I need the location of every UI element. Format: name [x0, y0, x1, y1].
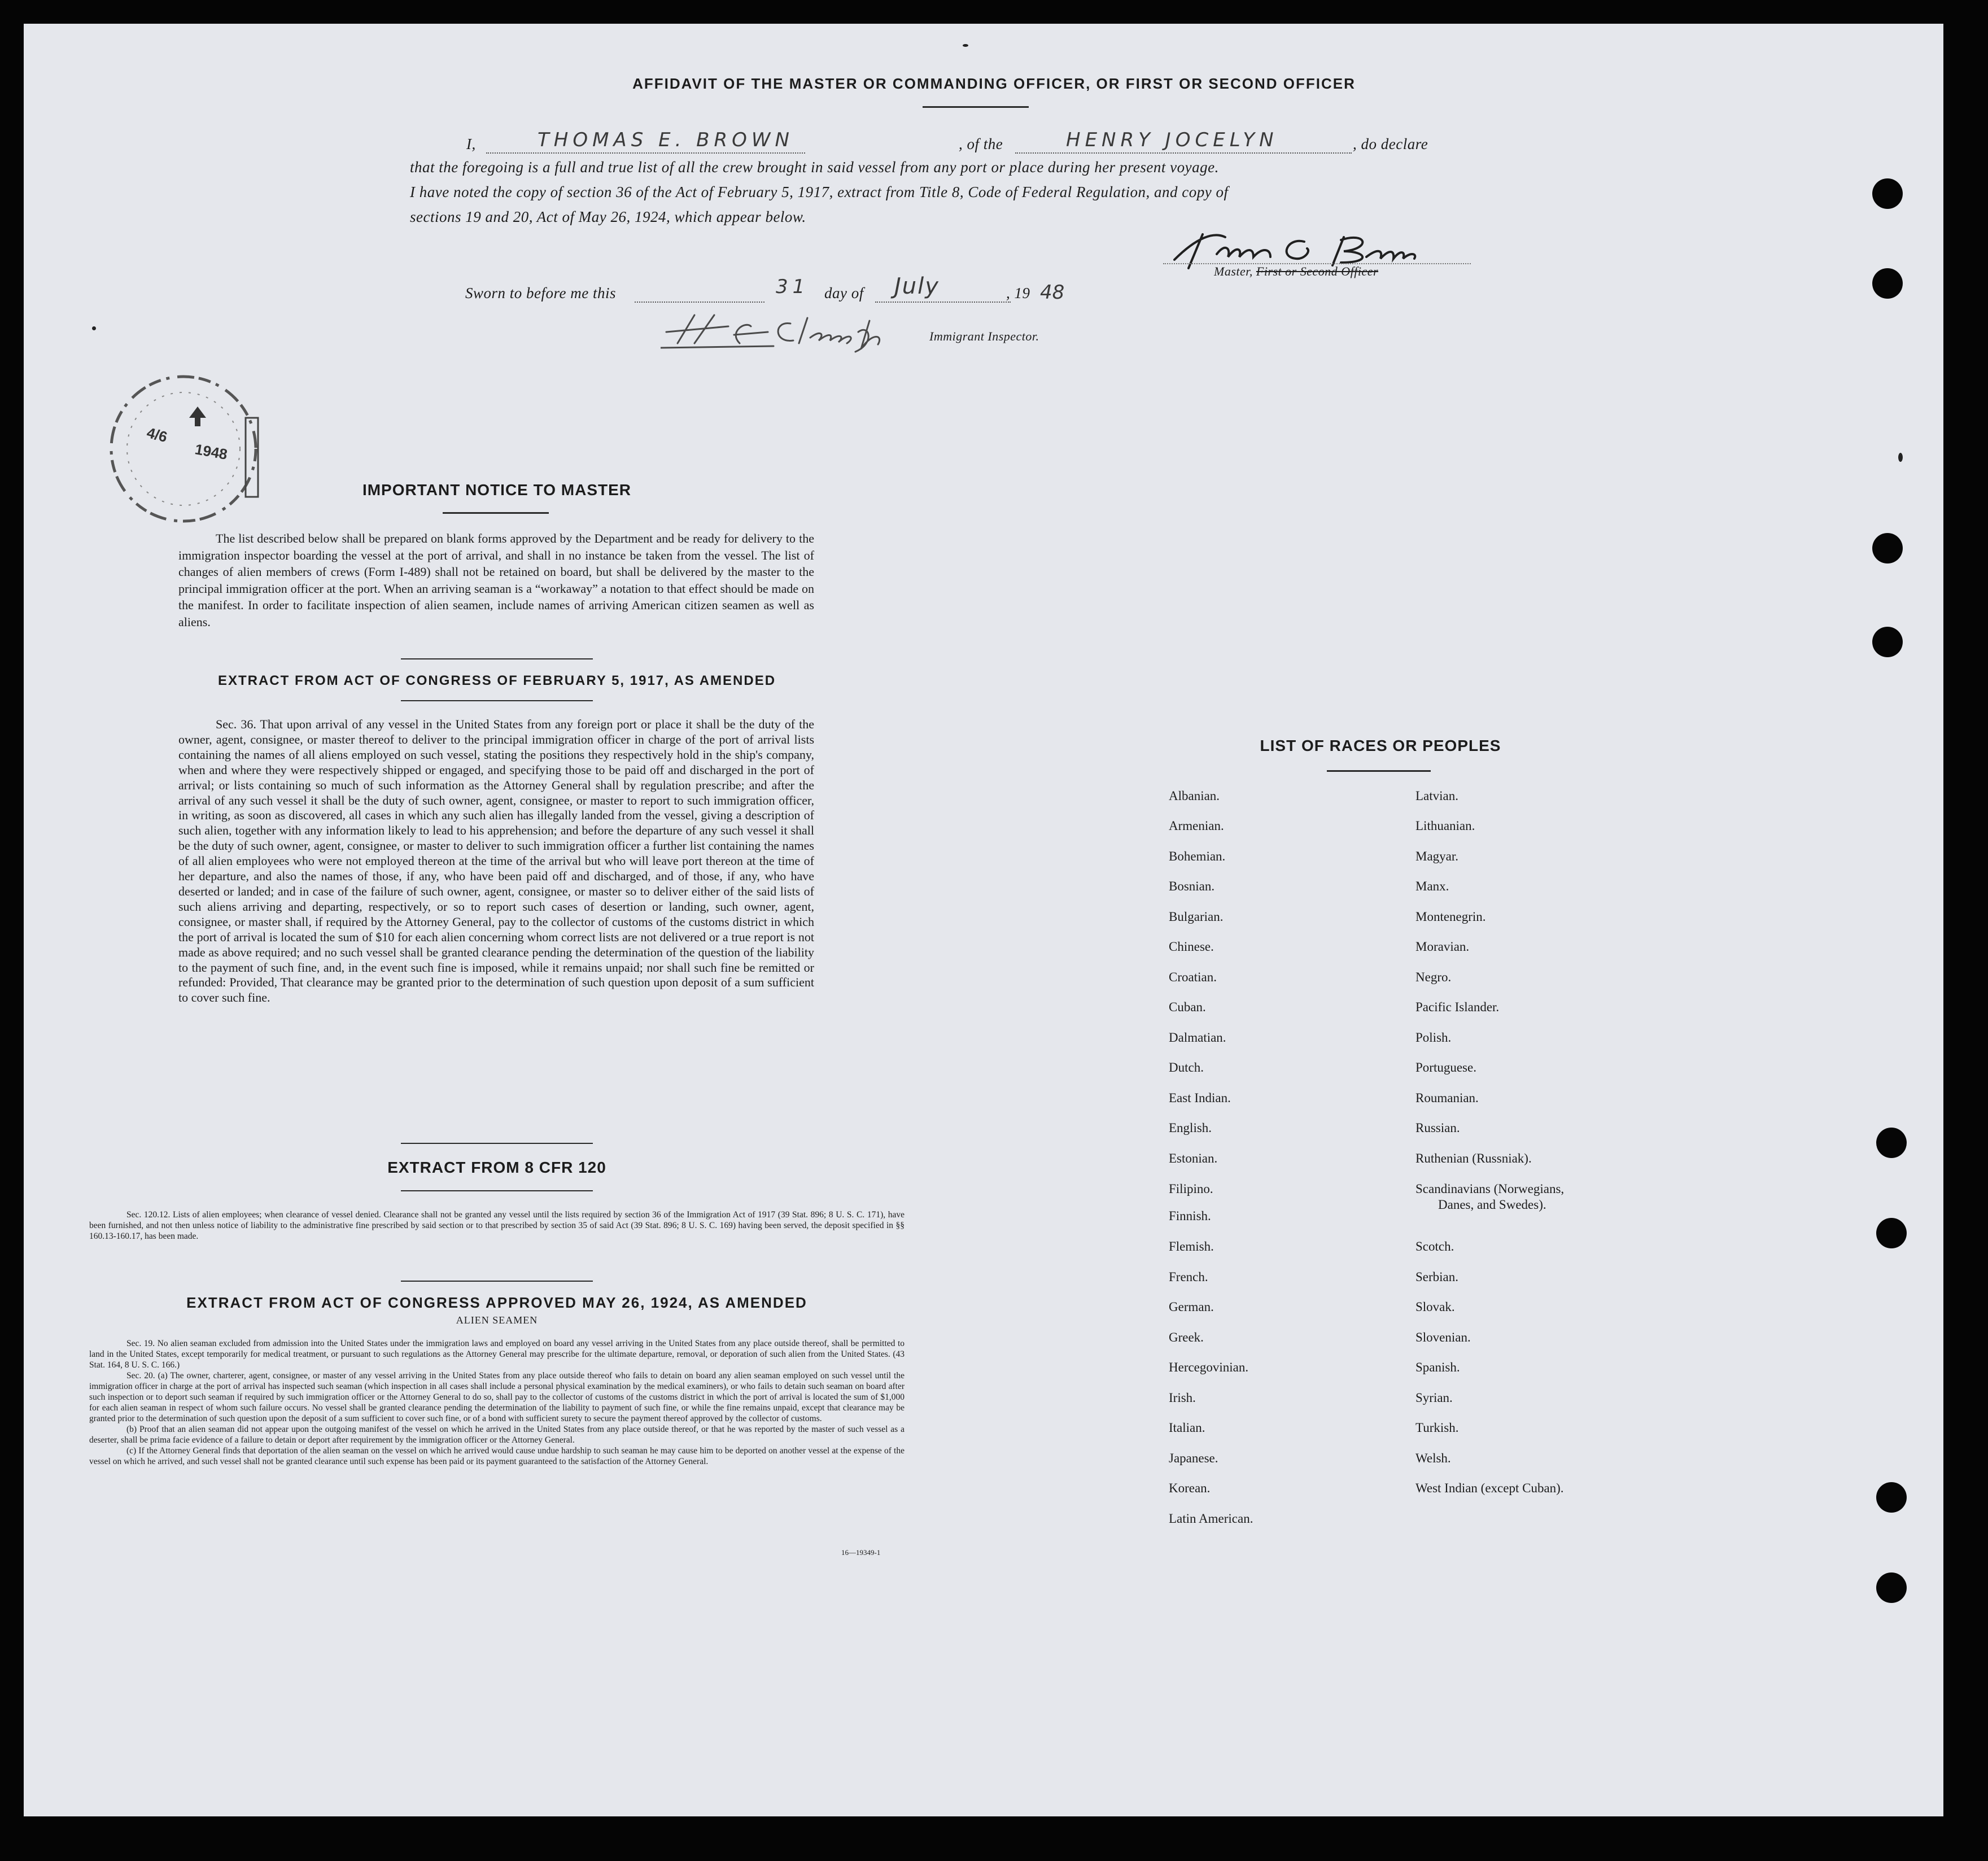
races-right-column — [1415, 788, 1675, 1534]
of-the-text: , of the — [959, 136, 1003, 152]
race-item: French. — [1169, 1270, 1208, 1284]
race-item: German. — [1169, 1300, 1214, 1314]
affidavit-line-2: that the foregoing is a full and true list of all the crew brought in said vessel from any port or place during her present voyage. — [410, 159, 1219, 176]
punch-hole — [1876, 1218, 1907, 1248]
race-item: Pacific Islander. — [1415, 1000, 1500, 1014]
sworn-line — [465, 273, 1143, 313]
race-item: Manx. — [1415, 879, 1449, 893]
race-item: Negro. — [1415, 970, 1452, 984]
race-item: Irish. — [1169, 1391, 1196, 1405]
affidavit-line-1 — [410, 131, 1471, 159]
affidavit-line-3: I have noted the copy of section 36 of the Act of February 5, 1917, extract from Title 8, Code of Federal Regulation, and copy of — [410, 184, 1229, 200]
race-item: Japanese. — [1169, 1451, 1218, 1465]
stamp-date: 4/6 — [145, 423, 169, 446]
race-item: Danes, and Swedes). — [1438, 1198, 1546, 1212]
race-item: Bulgarian. — [1169, 910, 1224, 924]
race-item: Cuban. — [1169, 1000, 1206, 1014]
race-item: Croatian. — [1169, 970, 1217, 984]
race-item: Portuguese. — [1415, 1060, 1476, 1074]
punch-hole — [1872, 178, 1903, 209]
prefix-i: I, — [466, 136, 476, 152]
sworn-month: July — [894, 273, 940, 299]
sec-20a-text: Sec. 20. (a) The owner, charterer, agent, consignee, or master of any vessel arriving in the United States from any place outside thereof who fails to detain on board any alien seaman employed on such vessel until the immigration officer in charge at the port of arrival has inspected such seaman (which inspection in all cases shall include a personal physical examination by the medical examiners), or who fails to detain such seaman on board after such inspection or to deport such seaman if required by such immigration officer or the Attorney General to do so, shall pay to the collector of customs of the customs district in which the port of arrival is located the sum of $1,000 for each alien seaman in respect of whom such failure occurs. No vessel shall be granted clearance pending the determination of the liability to payment of such fine, or while the fine remains unpaid, except that clearance may be granted prior to the determination of such question upon the deposit of a sum sufficient to cover such fine, or of a bond with sufficient surety to secure the payment thereof approved by the collector of customs. — [89, 1371, 905, 1423]
extract-1924-title: EXTRACT FROM ACT OF CONGRESS APPROVED MAY 26, 1924, AS AMENDED — [186, 1294, 807, 1311]
race-item: Syrian. — [1415, 1391, 1453, 1405]
race-item: Armenian. — [1169, 819, 1224, 833]
race-item: Ruthenian (Russniak). — [1415, 1151, 1532, 1165]
inspector-label: Immigrant Inspector. — [929, 329, 1039, 343]
race-item: Roumanian. — [1415, 1091, 1479, 1105]
form-number: 16—19349-1 — [841, 1548, 881, 1557]
cfr-text: Sec. 120.12. Lists of alien employees; when clearance of vessel denied. Clearance shall not be granted any vessel until the lists required by section 36 of the Immigration Act of 1917 (39 Stat. 896; 8 U. S. C. 171), have been furnished, and not then unless notice of liability to the administrative fine prescribed by said section or to that prescribed by section 35 of said Act (39 Stat. 896; 8 U. S. C. 169) having been served, the deposit specified in §§ 160.13-160.17, has been made. — [89, 1210, 905, 1241]
race-item: Latvian. — [1415, 789, 1458, 803]
inspector-signature-svg — [661, 309, 909, 355]
race-item: Spanish. — [1415, 1360, 1460, 1374]
vessel-name: HENRY JOCELYN — [1066, 129, 1278, 151]
race-item: Dutch. — [1169, 1060, 1204, 1074]
race-item: Turkish. — [1415, 1421, 1459, 1435]
title-rule — [923, 106, 1029, 108]
race-item: Albanian. — [1169, 789, 1220, 803]
race-item: Filipino. — [1169, 1182, 1213, 1196]
race-item: Bosnian. — [1169, 879, 1215, 893]
sec-20c-text: (c) If the Attorney General finds that deportation of the alien seaman on the vessel on which he arrived would cause undue hardship to such seaman he may cause him to be deported on another vessel at the expense of the vessel on which he arrived, and such vessel shall not be granted clearance until such expense has been paid or its payment guaranteed to the satisfaction of the Attorney General. — [89, 1446, 905, 1466]
punch-hole — [1872, 268, 1903, 299]
race-item: Slovak. — [1415, 1300, 1455, 1314]
stamp-year: 1948 — [193, 440, 229, 463]
notice-title: IMPORTANT NOTICE TO MASTER — [362, 481, 632, 499]
scan-speck — [1898, 453, 1903, 462]
cfr-rule — [401, 1190, 593, 1191]
race-item: Slovenian. — [1415, 1330, 1471, 1344]
race-item: Korean. — [1169, 1481, 1211, 1495]
extract-1917-rule — [401, 700, 593, 701]
race-item: Greek. — [1169, 1330, 1204, 1344]
master-title — [1214, 264, 1378, 279]
notice-body — [178, 530, 814, 630]
races-rule — [1327, 770, 1431, 772]
scan-speck — [963, 44, 968, 47]
cfr-title: EXTRACT FROM 8 CFR 120 — [387, 1159, 606, 1176]
races-title: LIST OF RACES OR PEOPLES — [1260, 737, 1501, 754]
sworn-prefix: Sworn to before me this — [465, 285, 616, 302]
punch-hole — [1872, 533, 1903, 563]
master-label: Master, — [1214, 264, 1253, 278]
extract-1917-text: Sec. 36. That upon arrival of any vessel in the United States from any foreign port or place it shall be the duty of the owner, agent, consignee, or master thereof to deliver to the principal immigration officer in charge of the port of arrival lists containing the names of all aliens employed on such vessel, stating the positions they respectively hold in the ship's company, when and where they were respectively shipped or engaged, and specifying those to be paid off and discharged in the port of arrival; or lists containing so much of such information as the Attorney General shall by regulation prescribe; and after the arrival of any such vessel it shall be the duty of such owner, agent, consignee, or master to report to such immigration officer, in writing, as soon as discovered, all cases in which any such alien has illegally landed from the vessel, giving a description of such alien, together with any information likely to lead to his apprehension; and before the departure of any such vessel it shall be the duty of such owner, agent, consignee, or master to deliver to such immigration officer a further list containing the names of all alien employees who were not employed thereon at the time of the arrival but who will leave port thereon at the time of her departure, and also the names of those, if any, who have been paid off and discharged, and of those, if any, who have deserted or landed; and in case of the failure of such owner, agent, consignee, or master so to deliver either of the said lists of such aliens arriving and departing, respectively, or so to report such cases of desertion or landing, such owner, agent, consignee, or master shall, if required by the Attorney General, pay to the collector of customs of the customs district in which the port of arrival is located the sum of $10 for each alien concerning whom correct lists are not delivered or a true report is not made as above required; and no such vessel shall be granted clearance pending the determination of the question of the liability to the payment of such fine, and, in the event such fine is imposed, while it remains unpaid; nor shall such fine be remitted or refunded: Provided, That clearance may be granted prior to the determination of such question upon deposit of a sum sufficient to cover such fine. — [178, 717, 814, 1005]
inspector-signature — [661, 309, 909, 355]
sworn-day-field — [635, 280, 764, 303]
race-item: Scandinavians (Norwegians, — [1415, 1182, 1565, 1196]
extract-1924-subtitle: ALIEN SEAMEN — [456, 1314, 538, 1326]
sec-20b-text: (b) Proof that an alien seaman did not appear upon the outgoing manifest of the vessel on which he arrived in the United States from any place outside thereof, or that he was reported by the master of such vessel as a deserter, shall be prima facie evidence of a failure to detain or deport after requirement by the immigration officer or the Attorney General. — [89, 1425, 905, 1445]
race-item: West Indian (except Cuban). — [1415, 1481, 1564, 1495]
master-name: THOMAS E. BROWN — [538, 129, 794, 151]
race-item: Italian. — [1169, 1421, 1205, 1435]
race-item: Hercegovinian. — [1169, 1360, 1249, 1374]
day-of: day of — [824, 285, 864, 302]
extract-1917-title: EXTRACT FROM ACT OF CONGRESS OF FEBRUARY 5, 1917, AS AMENDED — [217, 673, 776, 688]
race-item: Montenegrin. — [1415, 910, 1486, 924]
race-item: English. — [1169, 1121, 1212, 1135]
race-item: Flemish. — [1169, 1239, 1214, 1253]
notice-bottom-rule — [401, 658, 593, 659]
race-item: Scotch. — [1415, 1239, 1454, 1253]
race-item: Lithuanian. — [1415, 819, 1475, 833]
stamp-svg — [85, 367, 282, 531]
race-item: East Indian. — [1169, 1091, 1231, 1105]
cfr-body — [89, 1209, 905, 1242]
punch-hole — [1876, 1482, 1907, 1513]
first-second-officer-struck: First or Second Officer — [1256, 264, 1379, 278]
notice-text: The list described below shall be prepared on blank forms approved by the Department and be ready for delivery to the immigration inspector boarding the vessel at the port of arrival, and shall in no instance be taken from the vessel. The list of changes of alien members of crews (Form I-489) shall not be retained on board, but shall be delivered by the master to the principal immigration officer at the port. When an arriving seaman is a “workaway” a notation to that effect should be made on the manifest. In order to facilitate inspection of alien seamen, include names of arriving American citizen seamen as well as aliens. — [178, 531, 814, 629]
extract-1917-body — [178, 717, 814, 1006]
race-item: Magyar. — [1415, 849, 1459, 863]
cfr-bottom-rule — [401, 1281, 593, 1282]
affidavit-line-4: sections 19 and 20, Act of May 26, 1924, which appear below. — [410, 208, 806, 225]
year-prefix: , 19 — [1006, 285, 1030, 302]
year-suffix: 48 — [1040, 281, 1065, 304]
race-item: Dalmatian. — [1169, 1030, 1226, 1045]
notice-rule — [443, 512, 549, 514]
punch-hole — [1876, 1572, 1907, 1603]
race-item: Welsh. — [1415, 1451, 1451, 1465]
sec-19-text: Sec. 19. No alien seaman excluded from admission into the United States under the immigration laws and employed on board any vessel arriving in the United States from any place outside thereof, shall be permitted to land in the United States, except temporarily for medical treatment, or pursuant to such regulations as the Attorney General may prescribe for the ultimate departure, removal, or deporation of such alien from the United States. (43 Stat. 164, 8 U. S. C. 166.) — [89, 1339, 905, 1370]
race-item: Bohemian. — [1169, 849, 1226, 863]
do-declare-text: , do declare — [1353, 136, 1428, 152]
race-item: Polish. — [1415, 1030, 1452, 1045]
affidavit-title: AFFIDAVIT OF THE MASTER OR COMMANDING OFFICER, OR FIRST OR SECOND OFFICER — [632, 75, 1356, 92]
race-item: Chinese. — [1169, 940, 1214, 954]
races-left-column — [1169, 788, 1395, 1534]
race-item: Latin American. — [1169, 1511, 1253, 1526]
race-item: Russian. — [1415, 1121, 1460, 1135]
extract-1924-body — [89, 1338, 905, 1467]
race-item: Estonian. — [1169, 1151, 1218, 1165]
scan-speck — [92, 326, 96, 330]
race-item: Moravian. — [1415, 940, 1470, 954]
race-item: Finnish. — [1169, 1209, 1211, 1223]
date-stamp — [85, 367, 282, 531]
punch-hole — [1872, 627, 1903, 657]
extract-1917-bottom-rule — [401, 1143, 593, 1144]
race-item: Serbian. — [1415, 1270, 1459, 1284]
sworn-day: 31 — [776, 276, 810, 298]
punch-hole — [1876, 1128, 1907, 1158]
